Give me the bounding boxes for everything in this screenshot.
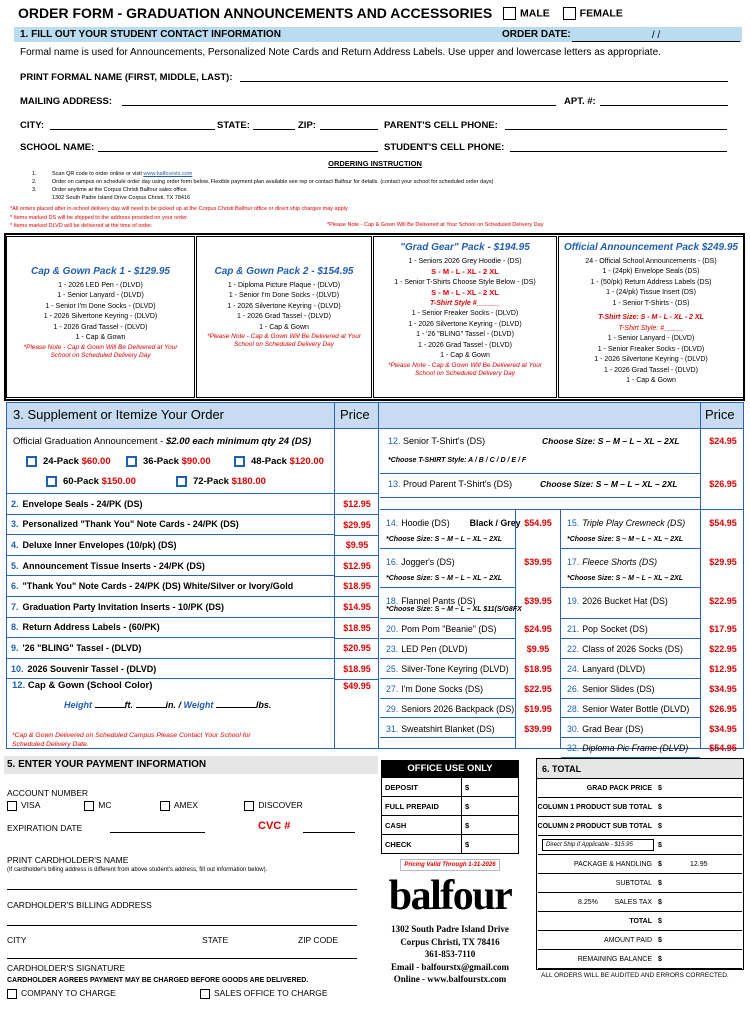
item-label: Seniors 2026 Backpack (DS) [401, 703, 515, 714]
amex-option[interactable]: AMEX [160, 800, 198, 810]
grid-item[interactable] [561, 719, 700, 739]
mailing-field[interactable] [122, 105, 556, 106]
total-row-label: AMOUNT PAID [604, 936, 652, 944]
total-row[interactable] [538, 855, 742, 874]
grid-item-label [386, 596, 476, 606]
apt-label: APT. #: [564, 96, 596, 107]
item-price: $54.95 [709, 518, 737, 528]
section1-title: 1. FILL OUT YOUR STUDENT CONTACT INFORMATION [20, 29, 281, 40]
grid-item-label [386, 644, 468, 654]
cvc-label: CVC # [258, 820, 291, 832]
item-price: $54.95 [524, 518, 552, 528]
total-row-label: TOTAL [629, 917, 652, 925]
proud-parent-row[interactable]: 13. Proud Parent T-Shirt's (DS) Choose Size: S – M – L – XL – 2XL [380, 474, 700, 498]
item-label: Envelope Seals - 24/PK (DS) [22, 498, 143, 509]
item-label: Sweatshirt Blanket (DS) [401, 723, 495, 734]
billing-zip-label: ZIP CODE [298, 935, 338, 945]
company-charge-option[interactable]: COMPANY TO CHARGE [7, 988, 116, 999]
expiration-label: EXPIRATION DATE [7, 823, 83, 833]
item-number: 18. [386, 596, 399, 606]
total-row[interactable] [538, 893, 742, 912]
grid-item[interactable] [561, 679, 700, 699]
item-number: 17. [567, 557, 580, 567]
senior-tshirt-price: $24.95 [709, 436, 737, 446]
office-row-label: CHECK [385, 839, 412, 849]
item-number: 9. [11, 642, 19, 653]
grid-item-label [567, 724, 643, 734]
item-price: $12.95 [343, 499, 371, 509]
warnings: *All orders placed after in-school delivery day will need to be picked up at the Corpus Christi Balfour office or direct ship charges may apply. * Items marked DS will be shipped to the address provided on your order. * Items marked DLVD will be delivered at the time of order. [10, 206, 349, 229]
item-price: $9.95 [345, 540, 369, 551]
cap-gown-item[interactable]: 12. Cap & Gown (School Color) [12, 680, 153, 691]
item-label: Flannel Pants (DS) [401, 596, 476, 606]
office-row-label: DEPOSIT [385, 782, 418, 792]
item-row[interactable] [7, 618, 334, 639]
dollar-sign: $ [658, 936, 662, 944]
grid-item[interactable] [561, 549, 700, 588]
size-choice: *Choose Size: S – M – L – XL – 2XL [567, 536, 684, 543]
item-price: $18.95 [343, 663, 371, 674]
grid-item[interactable] [380, 699, 515, 719]
expiration-field[interactable] [110, 832, 205, 833]
item-price: $54.95 [709, 743, 737, 754]
item-number: 26. [567, 683, 580, 694]
row-divider [335, 596, 379, 597]
print-name-label: PRINT FORMAL NAME (FIRST, MIDDLE, LAST): [20, 72, 233, 83]
item-label: Announcement Tissue Inserts - 24/PK (DS) [22, 560, 205, 571]
item-label: Jogger's (DS) [401, 557, 455, 567]
formal-name-note: Formal name is used for Announcements, Personalized Note Cards and Return Address Labels. Use upper and lowercase letters as appropriate. [20, 47, 661, 58]
height-ft-field[interactable] [95, 707, 125, 708]
cvc-field[interactable] [303, 832, 355, 833]
agree-text: CARDHOLDER AGREES PAYMENT MAY BE CHARGED BEFORE GOODS ARE DELIVERED. [7, 977, 309, 984]
item-row[interactable] [7, 556, 334, 577]
grid-item[interactable] [561, 738, 700, 758]
item-price: $12.95 [343, 560, 371, 571]
city-field[interactable] [50, 129, 215, 130]
female-checkbox[interactable] [563, 7, 576, 20]
pack-2[interactable]: Cap & Gown Pack 2 - $154.95 1 - Diploma Picture Plaque - (DLVD) 1 - Senior I'm Done Socks - (DLVD) 1 - 2026 Silvertone Keyring - (DLVD) 1 - 2026 Grad Tassel - (DLVD) 1 - Cap & Gown *Please Note - Cap & Gown Will Be Delivered at Your School on Scheduled Delivery Day [196, 236, 372, 398]
city-label: CITY: [20, 120, 45, 131]
item-label: Diploma Pic Frame (DLVD) [582, 743, 689, 754]
height-in-field[interactable] [136, 707, 166, 708]
item-number: 10. [11, 663, 24, 674]
item-price: $18.95 [343, 622, 371, 633]
cardholder-note: (If cardholder's billing address is different from above student's address, fill out information below). [7, 867, 268, 873]
grid-item-label [567, 743, 688, 753]
pack-36-option[interactable]: 36-Pack $90.00 [126, 456, 211, 467]
grid-item[interactable] [380, 679, 515, 699]
item-number: 32. [567, 743, 580, 754]
price-col-2 [700, 403, 701, 748]
item-number: 29. [386, 703, 399, 714]
zip-label: ZIP: [298, 120, 316, 131]
item-label: Class of 2026 Socks (DS) [582, 643, 683, 654]
section5-title: 5. ENTER YOUR PAYMENT INFORMATION [7, 759, 207, 770]
item-price: $34.95 [709, 683, 737, 694]
total-row[interactable] [538, 798, 742, 817]
total-row[interactable] [538, 836, 742, 855]
item-label: Fleece Shorts (DS) [582, 557, 658, 567]
ship-box [542, 839, 654, 851]
item-number: 23. [386, 643, 399, 654]
grid-item[interactable] [561, 639, 700, 659]
office-charge-option[interactable]: SALES OFFICE TO CHARGE [200, 988, 328, 999]
office-row-label: CASH [385, 820, 407, 830]
visa-option[interactable]: VISA [7, 800, 40, 810]
state-label: STATE: [217, 120, 250, 131]
total-row-label: SUBTOTAL [615, 879, 652, 887]
office-col [461, 778, 462, 854]
dollar-sign: $ [465, 820, 470, 830]
mailing-label: MAILING ADDRESS: [20, 96, 113, 107]
item-label: Graduation Party Invitation Inserts - 10/PK (DS) [22, 601, 225, 612]
dollar-sign: $ [658, 841, 662, 849]
instructions-title: ORDERING INSTRUCTION [328, 159, 422, 168]
item-label: 2026 Souvenir Tassel - (DLVD) [27, 663, 157, 674]
order-date-field[interactable]: / / [572, 30, 740, 42]
item-price: $22.95 [709, 643, 737, 654]
announcement-title: Official Graduation Announcement - $2.00 each minimum qty 24 (DS) [13, 436, 312, 447]
grid-item-label [567, 624, 648, 634]
pack-60-option[interactable]: 60-Pack $150.00 [46, 476, 136, 487]
item-number: 19. [567, 596, 580, 606]
card-types [7, 800, 367, 811]
size-choice: *Choose Size: S – M – L – XL – 2XL [386, 536, 503, 543]
grid-item[interactable] [380, 619, 515, 639]
grid-item-label [386, 557, 455, 567]
grid-item[interactable] [380, 588, 522, 619]
item-price: $19.95 [524, 703, 552, 714]
grid-item-label [567, 684, 655, 694]
item-price: $39.99 [524, 723, 552, 734]
grid-item-label [386, 684, 483, 694]
male-checkbox[interactable] [503, 7, 516, 20]
cap-gown-warning: *Please Note - Cap & Gown Will Be Delivered at Your School on Scheduled Delivery Day [327, 222, 544, 228]
item-label: Grad Bear (DS) [582, 723, 644, 734]
grid-item[interactable] [380, 639, 515, 659]
item-number: 30. [567, 723, 580, 734]
total-row[interactable] [538, 874, 742, 893]
balfour-contact: 1302 South Padre Island Drive Corpus Christi, TX 78416 361-853-7110 Email - balfourstx@gmail.com Online - www.balfourstx.com [390, 924, 510, 984]
cap-gown-price: $49.95 [343, 681, 371, 691]
website-link[interactable]: www.balfourstx.com [143, 171, 193, 177]
item-number: 16. [386, 557, 399, 567]
size-choice: *Choose Size: S – M – L – XL – 2XL [567, 575, 684, 582]
grid-item-label [567, 664, 645, 674]
dollar-sign: $ [658, 898, 662, 906]
grid-item[interactable] [380, 719, 515, 739]
grid-item-label [567, 557, 657, 567]
size-choice: *Choose Size: S – M – L – XL – 2XL [386, 575, 503, 582]
section3-title: 3. Supplement or Itemize Your Order [13, 407, 225, 422]
item-label: "Thank You" Note Cards - 24/PK (DS) White/Silver or Ivory/Gold [22, 581, 294, 592]
item-price: $22.95 [709, 596, 737, 606]
grid-item[interactable] [561, 510, 700, 549]
form-title: ORDER FORM - GRADUATION ANNOUNCEMENTS AND ACCESSORIES [18, 5, 493, 21]
office-row[interactable] [381, 797, 519, 816]
pack-grad-gear[interactable]: "Grad Gear" Pack - $194.95 1 - Seniors 2026 Grey Hoodie - (DS) S - M - L - XL - 2 XL 1 - Senior T-Shirts Choose Style Below - (DS) S - M - L - XL - 2 XL T-Shirt Style #______ 1 - Senior Freaker Socks - (DLVD) 1 - 2026 Silvertone Keyring - (DLVD) 1 - '26 "BLING" Tassel - (DLVD) 1 - 2026 Grad Tassel - (DLVD) 1 - Cap & Gown *Please Note - Cap & Gown Will Be Delivered at Your School on Scheduled Delivery Day [373, 236, 557, 398]
item-price: $29.95 [343, 519, 371, 530]
item-price: $12.95 [709, 663, 737, 674]
item-number: 5. [11, 560, 19, 571]
student-cell-field[interactable] [510, 151, 727, 152]
billing-city-label: CITY [7, 935, 27, 945]
grid-item-label [386, 518, 521, 528]
item-label: Triple Play Crewneck (DS) [582, 518, 686, 528]
item-number: 4. [11, 539, 19, 550]
item-number: 25. [386, 663, 399, 674]
mc-option[interactable]: MC [84, 800, 111, 810]
item-price: $9.95 [526, 643, 550, 654]
item-price: $18.95 [343, 581, 371, 592]
item-label: Return Address Labels - (60/PK) [22, 622, 160, 633]
row-divider [335, 679, 379, 680]
item-number: 2. [11, 498, 19, 509]
dollar-sign: $ [658, 784, 662, 792]
item-price: $14.95 [343, 602, 371, 612]
row-divider [335, 555, 379, 556]
size-choice: *Choose Size: S – M – L – XL $11(S/G8FX [386, 606, 522, 613]
item-price: $29.95 [709, 557, 737, 567]
item-row[interactable] [7, 638, 334, 659]
item-row[interactable] [7, 515, 334, 536]
weight-field[interactable] [216, 707, 256, 708]
pricing-valid: Pricing Valid Through 1-31-2026 [400, 859, 500, 871]
grid-item-label [567, 704, 689, 714]
grid-item[interactable] [380, 510, 521, 549]
item-number: 8. [11, 622, 19, 633]
item-number: 15. [567, 518, 580, 528]
office-row[interactable] [381, 778, 519, 797]
cardholder-field[interactable] [7, 889, 357, 890]
parent-cell-label: PARENT'S CELL PHONE: [384, 120, 498, 131]
order-date-label: ORDER DATE: [502, 29, 571, 40]
item-price: $18.95 [524, 663, 552, 674]
item-row[interactable] [7, 535, 334, 556]
item-price: $26.95 [709, 703, 737, 714]
proud-parent-price: $26.95 [709, 479, 737, 489]
gap-row [380, 498, 744, 510]
senior-tshirt-row[interactable]: 12. Senior T-Shirt's (DS) Choose Size: S – M – L – XL – 2XL *Choose T-SHIRT Style: A / B / C / D / E / F [380, 430, 700, 474]
total-row-label: PACKAGE & HANDLING [573, 860, 652, 868]
total-row-label: COLUMN 2 PRODUCT SUB TOTAL [537, 822, 652, 830]
row-divider [335, 638, 379, 639]
row-divider [335, 514, 379, 515]
pack-72-option[interactable]: 72-Pack $180.00 [176, 476, 266, 487]
price-header-2: Price [705, 407, 735, 422]
item-price: $39.95 [524, 557, 552, 567]
parent-cell-field[interactable] [505, 129, 727, 130]
item-price: $34.95 [709, 723, 737, 734]
grid-item-label [386, 704, 514, 714]
audit-note: ALL ORDERS WILL BE AUDITED AND ERRORS CORRECTED. [541, 972, 729, 979]
item-number: 21. [567, 624, 580, 634]
item-label: Hoodie (DS) [401, 518, 450, 528]
dollar-sign: $ [658, 822, 662, 830]
price-header-1: Price [340, 407, 370, 422]
item-price: $24.95 [524, 624, 552, 634]
grid-item[interactable] [561, 619, 700, 639]
item-number: 22. [567, 643, 580, 654]
pack-official[interactable]: Official Announcement Pack $249.95 24 - Official School Announcements - (DS) 1 - (24pk) Envelope Seals (DS) 1 - (50/pk) Return Address Labels (DS) 1 - (24/pk) Tissue Insert (DS) 1 - Senior T-Shirts - (DS) T-Shirt Size: S - M - L - XL - 2 XL T-Shirt Style: #_____ 1 - Senior Lanyard - (DLVD) 1 - Senior Freaker Socks - (DLVD) 1 - 2026 Silvertone Keyring - (DLVD) 1 - 2026 Grad Tassel - (DLVD) 1 - Cap & Gown [558, 236, 744, 398]
tax-rate: 8.25% [578, 898, 598, 906]
dollar-sign: $ [658, 917, 662, 925]
item-label: 2026 Bucket Hat (DS) [582, 596, 668, 606]
office-row[interactable] [381, 816, 519, 835]
height-weight: Height ft. in. / Weight lbs. [64, 700, 272, 710]
grid-item-label [386, 664, 509, 674]
row-divider [335, 658, 379, 659]
grid-item[interactable] [380, 549, 515, 588]
grid-item-label [567, 518, 685, 528]
school-field[interactable] [98, 151, 378, 152]
ship-label: Direct Ship if Applicable - $15.95 [546, 842, 633, 848]
gender-options: MALE FEMALE [503, 7, 623, 20]
grid-item[interactable] [561, 659, 700, 679]
grid-item-label [386, 624, 496, 634]
account-label: ACCOUNT NUMBER [7, 788, 89, 798]
item-row[interactable] [7, 659, 334, 680]
total-row[interactable] [538, 817, 742, 836]
instructions-list: 1. Scan QR code to order online or visit www.balfourstx.com 2. Order on campus on schedule order day using order form below. Flexible payment plan available see rep or contact Balfour for details. (contact your school for scheduled order days) 3. Order anytime at the Corpus Christi Balfour sales office. 1302 South Padre Island Drive Corpus Christi, TX 78416 [32, 171, 494, 201]
pack-48-option[interactable]: 48-Pack $120.00 [234, 456, 324, 467]
dollar-sign: $ [658, 803, 662, 811]
total-row-label: GRAD PACK PRICE [586, 784, 652, 792]
item-number: 3. [11, 519, 19, 530]
cardholder-label: PRINT CARDHOLDER'S NAME [7, 855, 129, 865]
state-field[interactable] [253, 129, 295, 130]
cap-gown-note: *Cap & Gown Delivered on Scheduled Campus Please Contact Your School for Scheduled Delivery Date. [12, 732, 251, 748]
pack-24-option[interactable]: 24-Pack $60.00 [26, 456, 111, 467]
zip-field[interactable] [320, 129, 378, 130]
office-use-header: OFFICE USE ONLY [381, 760, 519, 778]
total-title: 6. TOTAL [542, 764, 582, 774]
dollar-sign: $ [465, 801, 470, 811]
item-number: 14. [386, 518, 399, 528]
row-divider [335, 576, 379, 577]
billing-city-field[interactable] [7, 958, 357, 959]
item-number: 24. [567, 663, 580, 674]
row-divider [335, 535, 379, 536]
total-row-label: REMAINING BALANCE [577, 955, 652, 963]
grid-item-label [567, 644, 683, 654]
item-label: Pom Pom "Beanie" (DS) [401, 624, 497, 634]
office-row-label: FULL PREPAID [385, 801, 439, 811]
dollar-sign: $ [658, 955, 662, 963]
discover-option[interactable]: DISCOVER [244, 800, 302, 810]
item-label: Senior Water Bottle (DLVD) [582, 703, 690, 714]
total-row-label: SALES TAX [614, 898, 652, 906]
item-label: Pop Socket (DS) [582, 624, 648, 634]
item-label: Silver-Tone Keyring (DLVD) [401, 663, 509, 674]
apt-field[interactable] [600, 105, 728, 106]
school-label: SCHOOL NAME: [20, 142, 95, 153]
item-label: '26 "BLING" Tassel - (DLVD) [22, 642, 142, 653]
item-row[interactable] [7, 597, 334, 618]
dollar-sign: $ [658, 860, 662, 868]
dollar-sign: $ [658, 879, 662, 887]
item-price: $20.95 [343, 643, 371, 654]
item-price: $39.95 [524, 596, 552, 606]
item-price: $22.95 [524, 683, 552, 694]
print-name-field[interactable] [240, 81, 728, 82]
grid-item[interactable] [380, 659, 515, 679]
item-label: Lanyard (DLVD) [582, 663, 646, 674]
ph-value: 12.95 [690, 860, 708, 868]
item-price: $17.95 [709, 624, 737, 634]
total-row[interactable] [538, 950, 742, 969]
price-divider [515, 510, 516, 748]
total-row[interactable] [538, 912, 742, 931]
item-label: I'm Done Socks (DS) [401, 683, 484, 694]
total-row-label: COLUMN 1 PRODUCT SUB TOTAL [537, 803, 652, 811]
color-option: Black / Grey [469, 518, 521, 528]
item-row[interactable] [7, 494, 334, 515]
dollar-sign: $ [465, 839, 470, 849]
item-label: Deluxe Inner Envelopes (10/pk) (DS) [22, 539, 177, 550]
item-row[interactable] [7, 576, 334, 597]
item-label: Senior Slides (DS) [582, 683, 655, 694]
billing-label: CARDHOLDER'S BILLING ADDRESS [7, 900, 152, 910]
billing-field[interactable] [7, 925, 357, 926]
item-number: 6. [11, 581, 19, 592]
item-number: 20. [386, 624, 399, 634]
item-number: 27. [386, 683, 399, 694]
office-row[interactable] [381, 835, 519, 854]
row-divider [335, 617, 379, 618]
grid-item-label [386, 724, 495, 734]
grid-item[interactable] [561, 699, 700, 719]
item-number: 7. [11, 601, 19, 612]
item-label: LED Pen (DLVD) [401, 643, 468, 654]
item-label: Personalized "Thank You" Note Cards - 24/PK (DS) [22, 519, 239, 530]
total-row[interactable] [538, 779, 742, 798]
signature-label: CARDHOLDER'S SIGNATURE [7, 963, 126, 973]
pack-1[interactable]: Cap & Gown Pack 1 - $129.95 1 - 2026 LED Pen - (DLVD) 1 - Senior Lanyard - (DLVD) 1 - Senior I'm Done Socks - (DLVD) 1 - 2026 Silvertone Keyring - (DLVD) 1 - 2026 Grad Tassel - (DLVD) 1 - Cap & Gown *Please Note - Cap & Gown Will Be Delivered at Your School on Scheduled Delivery Day [6, 236, 195, 398]
dollar-sign: $ [465, 782, 470, 792]
billing-state-label: STATE [202, 935, 229, 945]
total-row[interactable] [538, 931, 742, 950]
grid-item-label [567, 596, 668, 606]
student-cell-label: STUDENT'S CELL PHONE: [384, 142, 505, 153]
grid-item[interactable] [561, 588, 700, 619]
item-number: 31. [386, 723, 399, 734]
balfour-logo: balfour [388, 873, 512, 919]
item-number: 28. [567, 703, 580, 714]
